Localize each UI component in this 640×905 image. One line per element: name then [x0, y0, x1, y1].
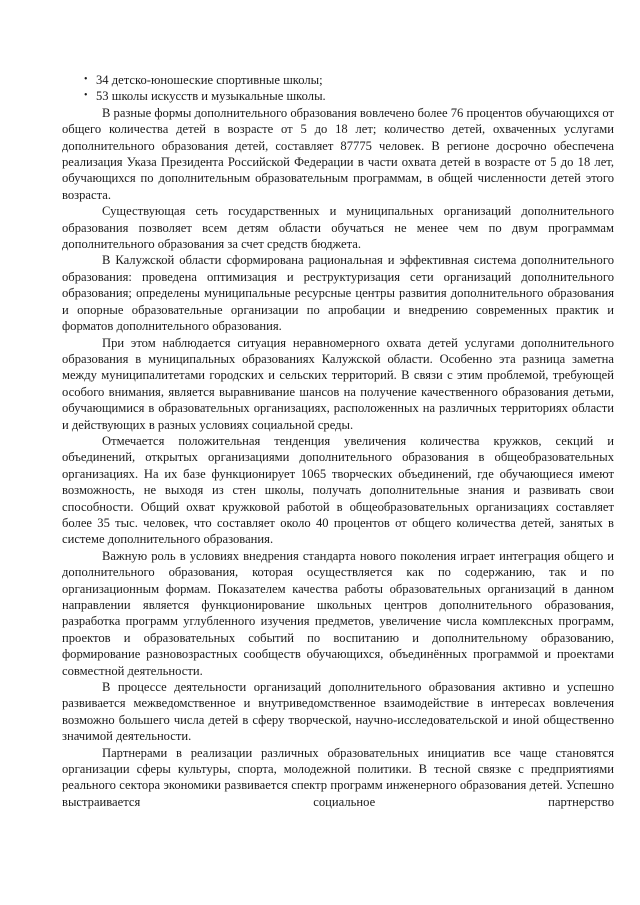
list-item-text: 34 детско-юношеские спортивные школы; [96, 73, 323, 87]
list-item-text: 53 школы искусств и музыкальные школы. [96, 89, 326, 104]
paragraph-interagency: В процессе деятельности организаций дополнительного образования активно и успешно развивается межведомственное и внутриведомственное взаимодействие в интересах вовлечения возможно большего числа детей в сферу творческой, научно-исследовательской и иной общественно значимой деятельности. [62, 680, 614, 744]
school-type-list [62, 72, 614, 105]
document-page [62, 72, 614, 810]
paragraph-integration: Важную роль в условиях внедрения стандарта нового поколения играет интеграция общего и дополнительного образования, которая осуществляется как по содержанию, так и по организационным формам. Показателем качества работы образовательных организаций в данном направлении является функционирование школьных центров дополнительного образования, разработка программ углубленного изучения предметов, увеличение числа комплексных программ, проектов и образовательных событий по воспитанию и дополнительному образованию, формирование разновозрастных сообществ обучающихся, объединённых программой и проектами совместной деятельности. [62, 548, 614, 678]
paragraph-clubs: Отмечается положительная тенденция увеличения количества кружков, секций и объединений, открытых организациями дополнительного образования в общеобразовательных организациях. На их базе функционирует 1065 творческих объединений, где обучающиеся имеют возможность, не выходя из стен школы, получать дополнительные знания и развивать свои способности. Общий охват кружковой работой в общеобразовательных организациях составляет более 35 тыс. человек, что составляет около 40 процентов от общего количества детей, занятых в системе дополнительного образования. [62, 433, 614, 547]
paragraph-uneven-coverage: При этом наблюдается ситуация неравномерного охвата детей услугами дополнительного образования в муниципальных образованиях Калужской области. Особенно эта разница заметна между муниципалитетами городских и сельских территорий. В связи с этим проблемой, требующей особого внимания, является выравнивание шансов на получение качественного образования детьми, обучающимися в образовательных организациях, расположенных на различных территориях области и действующих в разных условиях социальной среды. [62, 335, 614, 432]
bullet-icon: • [84, 90, 88, 102]
list-item [62, 72, 614, 88]
list-item [62, 88, 614, 104]
paragraph-coverage: В разные формы дополнительного образования вовлечено более 76 процентов обучающихся от общего количества детей в возрасте от 5 до 18 лет; количество детей, охваченных услугами дополнительного образования детей, составляет 87775 человек. В регионе досрочно обеспечена реализация Указа Президента Российской Федерации в части охвата детей в возрасте от 5 до 18 лет, обучающихся по дополнительным образовательным программам, в общей численности детей этого возраста. [62, 105, 614, 202]
bullet-icon: • [84, 74, 88, 85]
paragraph-system: В Калужской области сформирована рациональная и эффективная система дополнительного образования: проведена оптимизация и реструктуризация сети организаций дополнительного образования; определены муниципальные ресурсные центры развития дополнительного образования и опорные образовательные организации по апробации и внедрению современных практик и форматов дополнительного образования. [62, 253, 614, 334]
paragraph-network: Существующая сеть государственных и муниципальных организаций дополнительного образования позволяет всем детям области обучаться не менее чем по двум программам дополнительного образования за счет средств бюджета. [62, 204, 614, 252]
paragraph-partners: Партнерами в реализации различных образовательных инициатив все чаще становятся организации сферы культуры, спорта, молодежной политики. В тесной связке с предприятиями реального сектора экономики развивается спектр программ инженерного образования детей. Успешно выстраивается социальное партнерство [62, 745, 614, 809]
